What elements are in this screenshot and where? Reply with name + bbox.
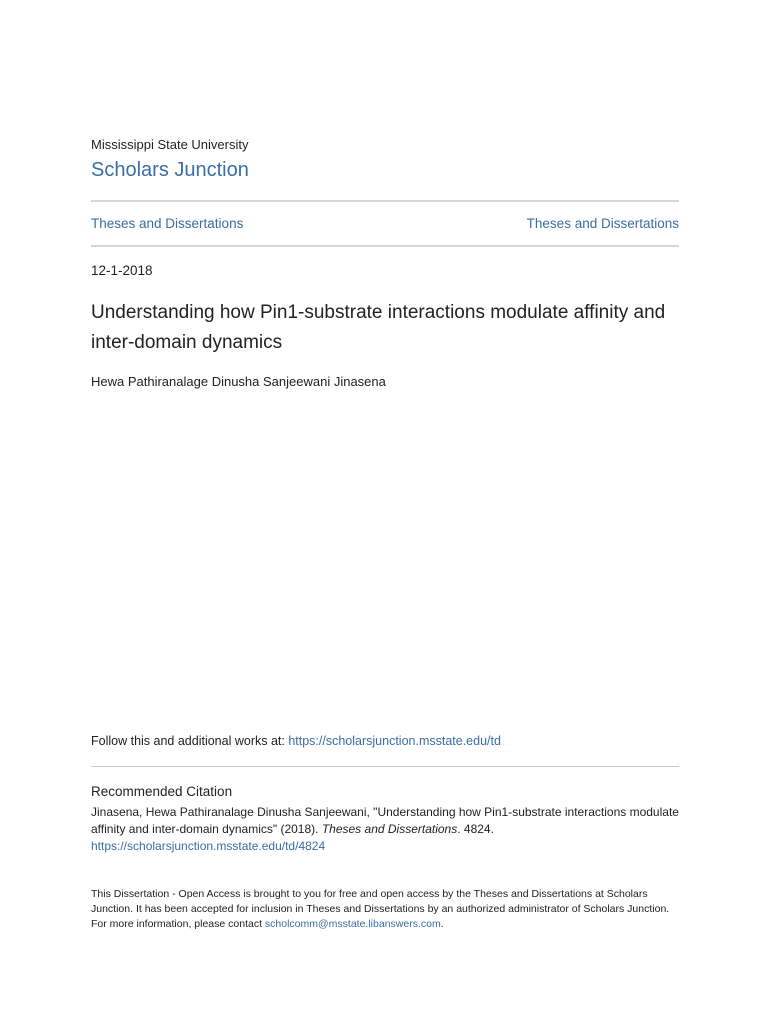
contact-email-link[interactable]: scholcomm@msstate.libanswers.com: [264, 918, 441, 930]
follow-url-link[interactable]: https://scholarsjunction.msstate.edu/td: [288, 734, 501, 748]
recommended-citation-heading: Recommended Citation: [91, 784, 233, 799]
collection-link-right[interactable]: Theses and Dissertations: [526, 216, 679, 231]
citation-url-link[interactable]: https://scholarsjunction.msstate.edu/td/4824: [91, 839, 326, 853]
collection-link-left[interactable]: Theses and Dissertations: [91, 216, 244, 231]
document-title: Understanding how Pin1-substrate interactions modulate affinity and inter-domain dynamics: [91, 302, 666, 353]
divider-middle: [91, 245, 679, 247]
publication-date: 12-1-2018: [91, 263, 153, 278]
university-name: Mississippi State University: [91, 137, 249, 152]
citation-text: [91, 804, 679, 855]
divider-bottom: [91, 766, 679, 767]
follow-prefix: Follow this and additional works at:: [91, 734, 289, 748]
divider-top: [91, 200, 679, 202]
citation-series: Theses and Dissertations: [321, 822, 458, 836]
repository-link[interactable]: Scholars Junction: [91, 159, 249, 181]
notice-suffix: .: [440, 918, 444, 930]
citation-body: Jinasena, Hewa Pathiranalage Dinusha Sanjeewani, "Understanding how Pin1-substrate interactions modulate affinity and inter-domain dynamics" (2018).: [91, 805, 679, 836]
follow-line: [91, 734, 501, 748]
cover-page: [91, 0, 679, 1024]
access-notice: [91, 887, 681, 932]
author-name: Hewa Pathiranalage Dinusha Sanjeewani Jinasena: [91, 374, 386, 389]
notice-text: This Dissertation - Open Access is brought to you for free and open access by the Theses and Dissertations at Scholars Junction. It has been accepted for inclusion in Theses and Dissertations by an authorized administrator of Scholars Junction. For more information, please contact: [91, 888, 670, 930]
citation-number: . 4824.: [457, 822, 494, 836]
